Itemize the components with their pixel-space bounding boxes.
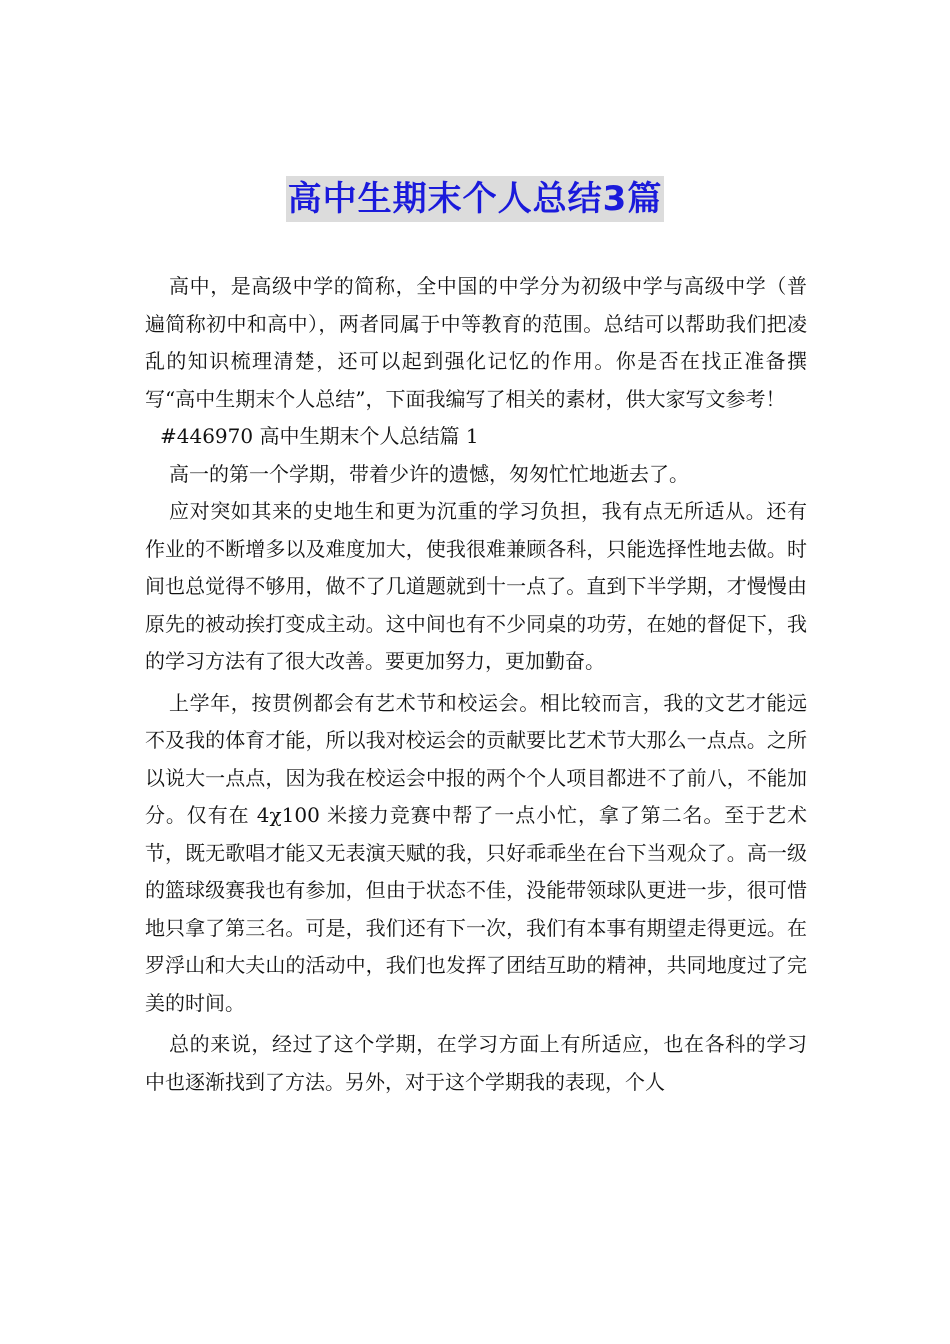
- body-paragraph: 总的来说，经过了这个学期，在学习方面上有所适应，也在各科的学习中也逐渐找到了方法。另外，对于这个学期我的表现，个人: [145, 1032, 807, 1094]
- intro-paragraph: 高中，是高级中学的简称，全中国的中学分为初级中学与高级中学（普遍简称初中和高中），两者同属于中等教育的范围。总结可以帮助我们把凌乱的知识梳理清楚，还可以起到强化记忆的作用。你是否在找正准备撰写“高中生期末个人总结”，下面我编写了相关的素材，供大家写文参考！: [145, 274, 807, 411]
- document-title: 高中生期末个人总结3篇: [286, 176, 665, 222]
- document-body: [145, 268, 807, 1101]
- section-heading: #446970 高中生期末个人总结篇 1: [160, 424, 479, 448]
- body-paragraph: 应对突如其来的史地生和更为沉重的学习负担，我有点无所适从。还有作业的不断增多以及难度加大，使我很难兼顾各科，只能选择性地去做。时间也总觉得不够用，做不了几道题就到十一点了。直到下半学期，才慢慢由原先的被动挨打变成主动。这中间也有不少同桌的功劳，在她的督促下，我的学习方法有了很大改善。要更加努力，更加勤奋。: [145, 499, 807, 673]
- body-paragraph: 上学年，按贯例都会有艺术节和校运会。相比较而言，我的文艺才能远不及我的体育才能，所以我对校运会的贡献要比艺术节大那么一点点。之所以说大一点点，因为我在校运会中报的两个个人项目都进不了前八，不能加分。仅有在 4χ100 米接力竞赛中帮了一点小忙，拿了第二名。至于艺术节，既无歌唱才能又无表演天赋的我，只好乖乖坐在台下当观众了。高一级的篮球级赛我也有参加，但由于状态不佳，没能带领球队更进一步，很可惜地只拿了第三名。可是，我们还有下一次，我们有本事有期望走得更远。在罗浮山和大夫山的活动中，我们也发挥了团结互助的精神，共同地度过了完美的时间。: [145, 690, 807, 1015]
- title-container: [0, 176, 950, 222]
- body-paragraph: 高一的第一个学期，带着少许的遗憾，匆匆忙忙地逝去了。: [169, 461, 689, 486]
